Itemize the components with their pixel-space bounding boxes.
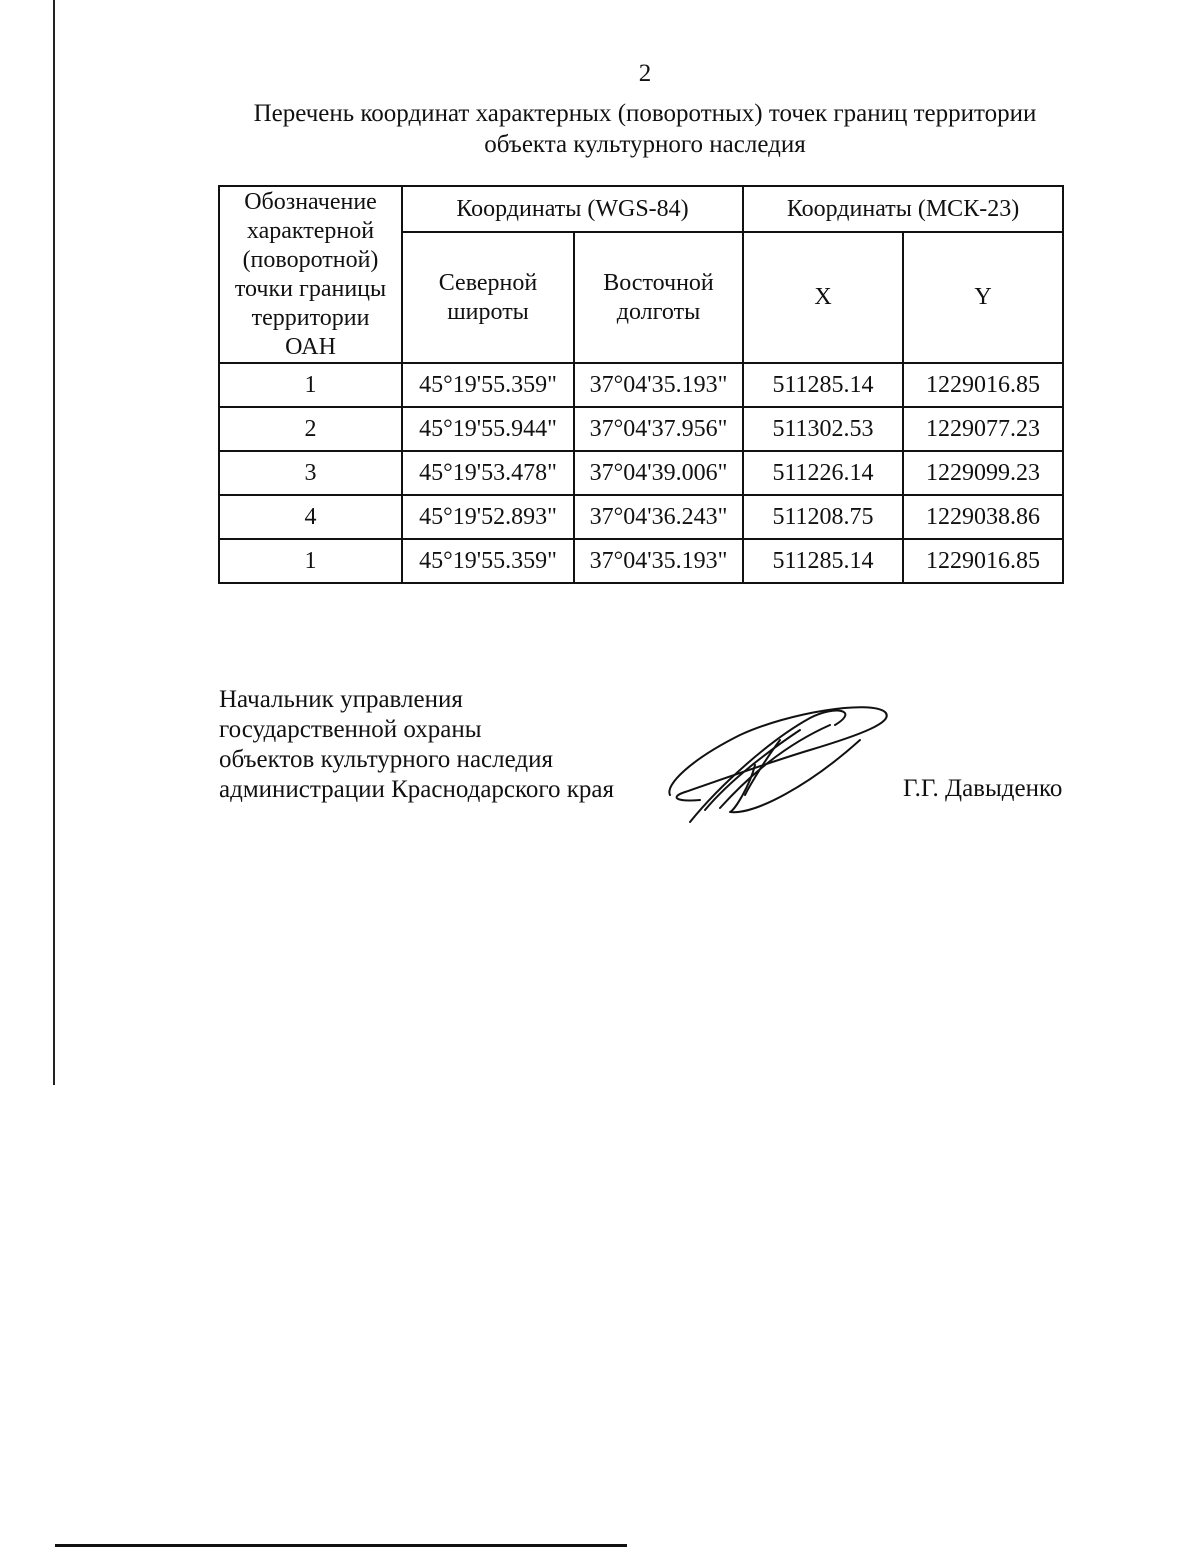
header-text: Северной: [438, 269, 538, 296]
cell-latitude: 45°19'53.478": [402, 451, 574, 495]
header-text: точки границы: [234, 275, 387, 302]
cell-longitude: 37°04'39.006": [574, 451, 743, 495]
scan-bottom-line: [55, 1544, 627, 1547]
cell-point: 3: [219, 451, 402, 495]
cell-point: 1: [219, 539, 402, 583]
cell-x: 511285.14: [743, 539, 903, 583]
document-title: [240, 98, 1050, 160]
cell-x: 511226.14: [743, 451, 903, 495]
cell-y: 1229016.85: [903, 539, 1063, 583]
header-text: территории: [251, 304, 370, 331]
cell-point: 2: [219, 407, 402, 451]
table-row: [219, 451, 1063, 495]
cell-y: 1229038.86: [903, 495, 1063, 539]
cell-x: 511302.53: [743, 407, 903, 451]
cell-longitude: 37°04'35.193": [574, 539, 743, 583]
cell-longitude: 37°04'36.243": [574, 495, 743, 539]
table-header-row: [219, 186, 1063, 232]
table-row: [219, 539, 1063, 583]
cell-latitude: 45°19'55.359": [402, 539, 574, 583]
signer-name: Г.Г. Давыденко: [903, 775, 1063, 802]
table-row: [219, 363, 1063, 407]
header-text: Восточной: [603, 269, 714, 296]
cell-latitude: 45°19'52.893": [402, 495, 574, 539]
cell-y: 1229016.85: [903, 363, 1063, 407]
cell-point: 1: [219, 363, 402, 407]
cell-y: 1229099.23: [903, 451, 1063, 495]
position-line: администрации Краснодарского края: [219, 776, 615, 803]
title-line-2: объекта культурного наследия: [484, 131, 806, 158]
header-text: (поворотной): [242, 246, 379, 273]
table-row: [219, 495, 1063, 539]
scan-margin-line: [53, 0, 55, 1085]
header-east-longitude: [574, 232, 743, 363]
table-row: [219, 407, 1063, 451]
header-text: ОАН: [285, 333, 336, 360]
header-point-designation: [219, 186, 402, 363]
header-north-latitude: [402, 232, 574, 363]
title-line-1: Перечень координат характерных (поворотных) точек границ территории: [253, 100, 1037, 127]
cell-latitude: 45°19'55.359": [402, 363, 574, 407]
cell-point: 4: [219, 495, 402, 539]
header-wgs84-group: Координаты (WGS-84): [402, 186, 743, 232]
header-text: характерной: [246, 217, 375, 244]
header-x: X: [743, 232, 903, 363]
cell-longitude: 37°04'37.956": [574, 407, 743, 451]
cell-longitude: 37°04'35.193": [574, 363, 743, 407]
position-line: объектов культурного наследия: [219, 746, 553, 773]
header-y: Y: [903, 232, 1063, 363]
position-line: Начальник управления: [219, 686, 463, 713]
page-number: 2: [638, 60, 652, 87]
signatory-position: [219, 685, 614, 805]
handwritten-signature: [660, 700, 900, 830]
header-text: широты: [447, 298, 529, 325]
cell-latitude: 45°19'55.944": [402, 407, 574, 451]
cell-x: 511285.14: [743, 363, 903, 407]
header-text: долготы: [616, 298, 701, 325]
header-text: Обозначение: [244, 188, 377, 215]
coordinates-table: [218, 185, 1064, 584]
cell-y: 1229077.23: [903, 407, 1063, 451]
header-msk23-group: Координаты (МСК-23): [743, 186, 1063, 232]
cell-x: 511208.75: [743, 495, 903, 539]
position-line: государственной охраны: [219, 716, 482, 743]
